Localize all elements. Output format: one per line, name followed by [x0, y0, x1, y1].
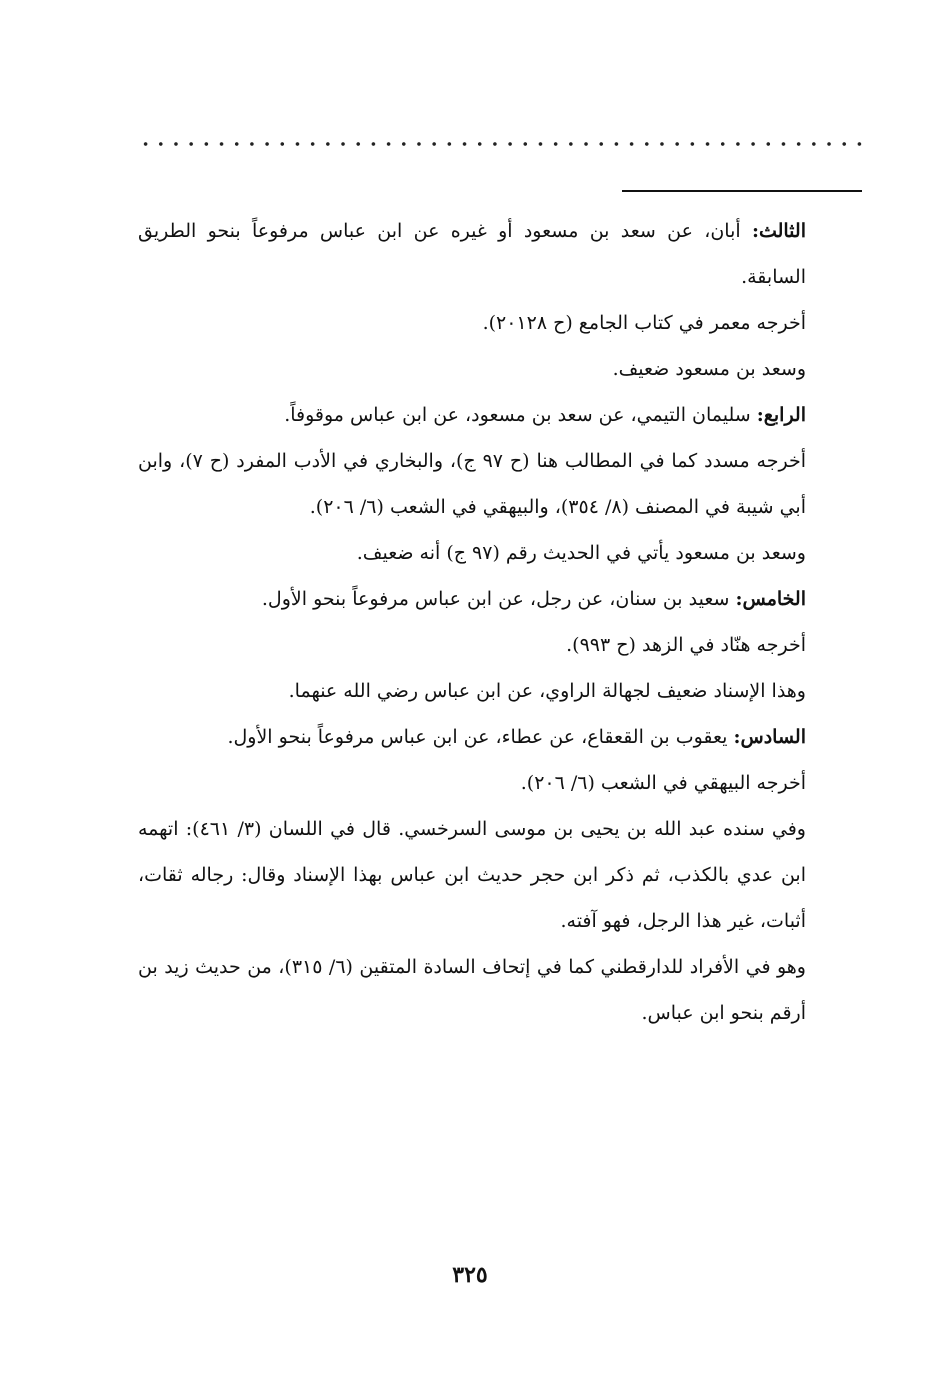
- paragraph-lead: الرابع:: [756, 404, 806, 426]
- paragraph-text: وهو في الأفراد للدارقطني كما في إتحاف السادة المتقين (٦/ ٣١٥)، من حديث زيد بن أرقم بنحو ابن عباس.: [138, 956, 806, 1024]
- paragraph-text: يعقوب بن القعقاع، عن عطاء، عن ابن عباس مرفوعاً بنحو الأول.: [227, 726, 734, 748]
- paragraph-text: وفي سنده عبد الله بن يحيى بن موسى السرخسي. قال في اللسان (٣/ ٤٦١): اتهمه ابن عدي بالكذب، ثم ذكر ابن حجر حديث ابن عباس بهذا الإسناد وقال: رجاله ثقات، أثبات، غير هذا الرجل، فهو آفته.: [138, 818, 806, 932]
- paragraph-lead: الثالث:: [751, 220, 806, 242]
- paragraph-text: سليمان التيمي، عن سعد بن مسعود، عن ابن عباس موقوفاً.: [284, 404, 757, 426]
- paragraph: [138, 622, 862, 668]
- paragraph-third-path: [138, 208, 862, 300]
- dotted-separator: [138, 138, 862, 150]
- paragraph: [138, 438, 862, 530]
- paragraph: [138, 806, 862, 944]
- paragraph-text: أخرجه البيهقي في الشعب (٦/ ٢٠٦).: [520, 772, 806, 794]
- body-text: [138, 208, 862, 1036]
- paragraph: [138, 668, 862, 714]
- paragraph-text: وسعد بن مسعود يأتي في الحديث رقم (٩٧ ج) أنه ضعيف.: [356, 542, 806, 564]
- paragraph-text: أخرجه معمر في كتاب الجامع (ح ٢٠١٢٨).: [482, 312, 806, 334]
- paragraph-lead: السادس:: [733, 726, 806, 748]
- paragraph-text: وسعد بن مسعود ضعيف.: [612, 358, 806, 380]
- paragraph-text: أخرجه هنّاد في الزهد (ح ٩٩٣).: [566, 634, 806, 656]
- paragraph: [138, 346, 862, 392]
- footnote-rule: [622, 190, 862, 192]
- paragraph-sixth-path: [138, 714, 862, 760]
- paragraph-text: أبان، عن سعد بن مسعود أو غيره عن ابن عباس مرفوعاً بنحو الطريق السابقة.: [138, 220, 806, 288]
- page-number: ٣٢٥: [452, 1262, 488, 1288]
- paragraph-fifth-path: [138, 576, 862, 622]
- paragraph-text: سعيد بن سنان، عن رجل، عن ابن عباس مرفوعاً بنحو الأول.: [261, 588, 736, 610]
- paragraph: [138, 300, 862, 346]
- paragraph-fourth-path: [138, 392, 862, 438]
- paragraph: [138, 760, 862, 806]
- paragraph: [138, 944, 862, 1036]
- paragraph-lead: الخامس:: [735, 588, 806, 610]
- paragraph-text: وهذا الإسناد ضعيف لجهالة الراوي، عن ابن عباس رضي الله عنهما.: [288, 680, 806, 702]
- paragraph: [138, 530, 862, 576]
- paragraph-text: أخرجه مسدد كما في المطالب هنا (ح ٩٧ ج)، والبخاري في الأدب المفرد (ح ٧)، وابن أبي شيبة في المصنف (٨/ ٣٥٤)، والبيهقي في الشعب (٦/ ٢٠٦).: [138, 450, 806, 518]
